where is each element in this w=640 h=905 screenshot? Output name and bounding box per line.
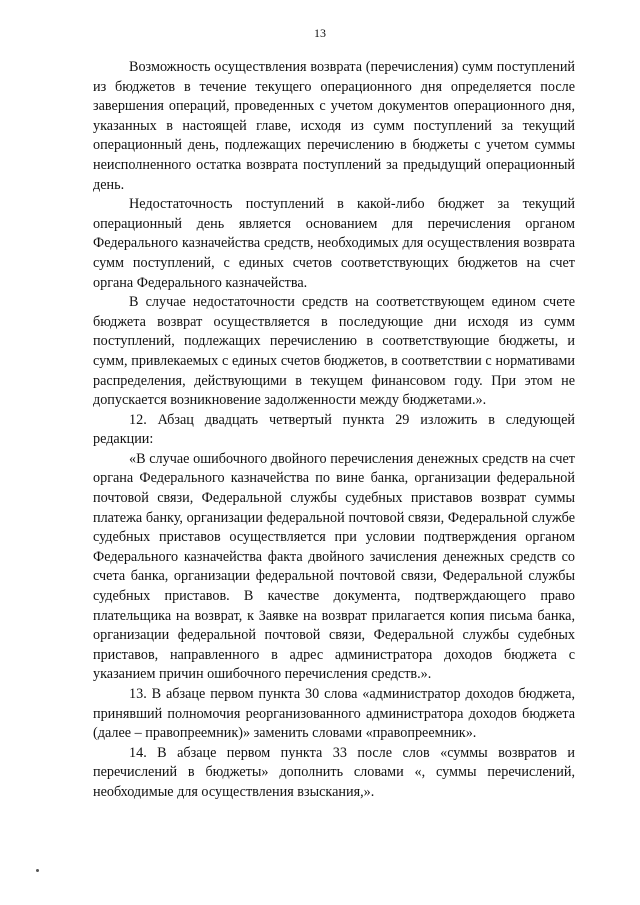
page-number: 13 [314, 26, 326, 40]
paragraph-double-transfer: «В случае ошибочного двойного перечисления денежных средств на счет органа Федерального казначейства по вине банка, организации федеральной почтовой связи, Федеральной службы судебных приставов возврат суммы платежа банку, организации федеральной почтовой связи, Федеральной службе судебных приставов осуществляется при условии подтверждения органом Федерального казначейства факта двойного зачисления денежных средств со счета банка, организации федеральной почтовой связи, Федеральной службы судебных приставов. В качестве документа, подтверждающего право плательщика на возврат, к Заявке на возврат прилагается копия письма банка, организации федеральной почтовой связи, Федеральной службы судебных приставов, направленного в адрес администратора доходов бюджета с указанием причин ошибочного перечисления средств.». [93, 450, 575, 683]
paragraph-refund-possibility: Возможность осуществления возврата (перечисления) сумм поступлений из бюджетов в течение текущего операционного дня определяется после завершения операций, проведенных с учетом документов операционного дня, указанных в настоящей главе, исходя из сумм поступлений за текущий операционный день, подлежащих перечислению в бюджеты с учетом суммы неисполненного остатка возврата поступлений за предыдущий операционный день. [93, 59, 575, 193]
paragraph-insufficient-funds: В случае недостаточности средств на соответствующем едином счете бюджета возврат осуществляется в последующие дни исходя из сумм поступлений, подлежащих перечислению в соответствующие бюджеты, и сумм, привлекаемых с единых счетов бюджетов, в соответствии с нормативами распределения, действующими в текущем финансовом году. При этом не допускается возникновение задолженности между бюджетами.». [93, 294, 575, 409]
paragraph-item-13: 13. В абзаце первом пункта 30 слова «администратор доходов бюджета, принявший полномочия реорганизованного администратора доходов бюджета (далее – правопреемник)» заменить словами «правопреемник». [93, 686, 575, 742]
scan-dot [36, 869, 39, 872]
paragraph-insufficient-receipts: Недостаточность поступлений в какой-либо бюджет за текущий операционный день является основанием для перечисления органом Федерального казначейства средств, необходимых для осуществления возврата сумм поступлений, с единых счетов соответствующих бюджетов на счет органа Федерального казначейства. [93, 196, 575, 291]
document-body [93, 58, 575, 803]
paragraph-item-12: 12. Абзац двадцать четвертый пункта 29 изложить в следующей редакции: [93, 411, 575, 448]
paragraph-item-14: 14. В абзаце первом пункта 33 после слов «суммы возвратов и перечислений в бюджеты» дополнить словами «, суммы перечислений, необходимые для осуществления взыскания,». [93, 744, 575, 800]
